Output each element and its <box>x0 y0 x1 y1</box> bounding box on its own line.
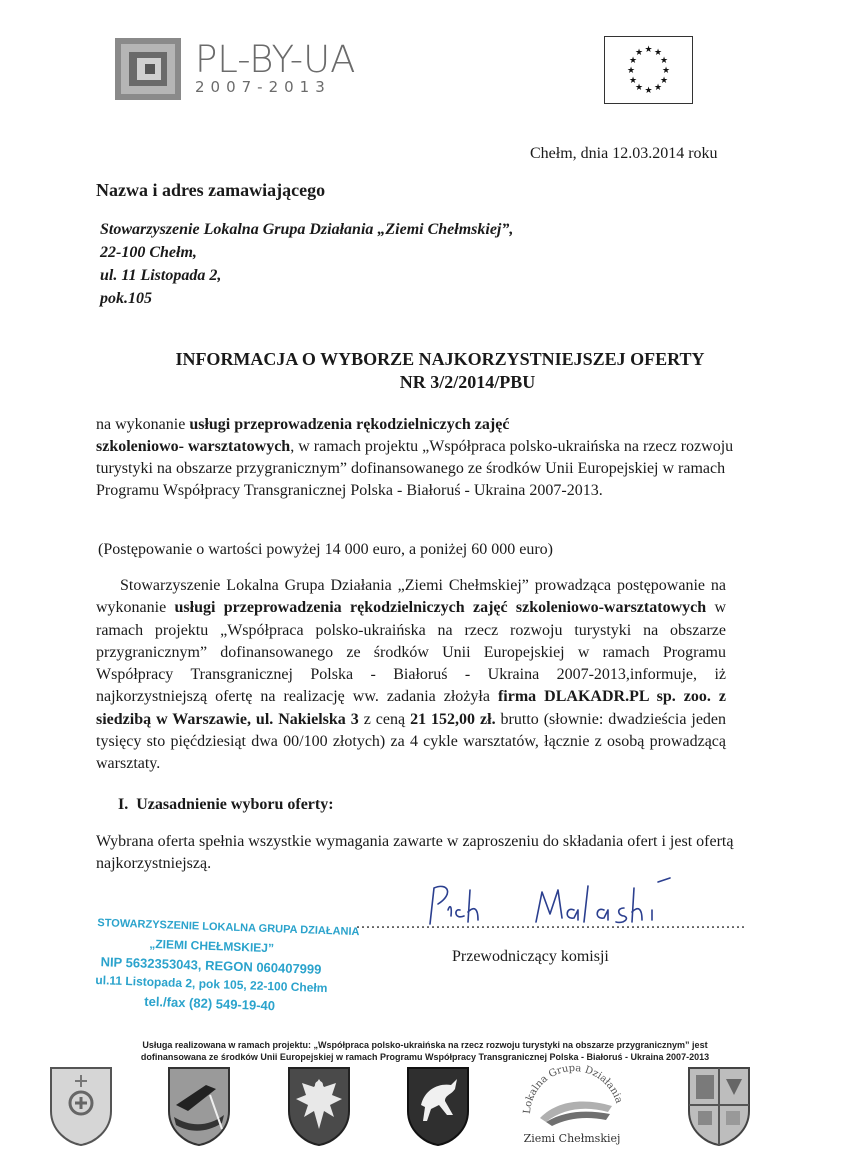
svg-text:★: ★ <box>628 76 638 86</box>
crest-icon <box>48 1065 114 1147</box>
svg-text:★: ★ <box>659 56 669 66</box>
svg-text:★: ★ <box>653 83 663 93</box>
intro-service-bold: szkoleniowo- warsztatowych <box>96 438 291 455</box>
stamp-line: ul.11 Listopada 2, pok 105, 22-100 Chełm <box>95 972 328 996</box>
body-bold: usługi przeprowadzenia rękodzielniczych zajęć szkoleniowo-warsztatowych <box>174 599 707 617</box>
section-title: Uzasadnienie wyboru oferty: <box>136 796 334 813</box>
procedure-note: (Postępowanie o wartości powyżej 14 000 euro, a poniżej 60 000 euro) <box>98 541 553 558</box>
stamp-line: STOWARZYSZENIE LOKALNA GRUPA DZIAŁANIA <box>97 917 360 939</box>
svg-text:★: ★ <box>626 66 636 76</box>
section-number: I. <box>118 796 129 813</box>
program-name: PL-BY-UA <box>195 38 356 81</box>
intro-prefix: na wykonanie <box>96 416 190 433</box>
organization-stamp <box>94 914 360 1017</box>
signature-line: .............................................................................. <box>356 915 746 932</box>
title-line-1: INFORMACJA O WYBORZE NAJKORZYSTNIEJSZEJ OFERTY <box>175 349 705 369</box>
svg-text:★: ★ <box>659 76 669 86</box>
main-paragraph <box>96 575 726 776</box>
handwritten-signature <box>418 876 678 936</box>
svg-text:★: ★ <box>653 48 663 58</box>
document-title <box>0 348 850 394</box>
svg-text:★: ★ <box>661 66 671 76</box>
svg-text:★: ★ <box>644 45 653 55</box>
lgd-arc-text: Lokalna Grupa Działania <box>521 1062 625 1115</box>
lgd-logo <box>516 1062 628 1150</box>
pl-by-ua-logo-icon <box>115 38 181 100</box>
footer-line: Usługa realizowana w ramach projektu: „Współpraca polsko-ukraińska na rzecz rozwoju turystyki na obszarze przygranicznym” jest <box>142 1040 708 1050</box>
footer-note <box>0 1039 850 1063</box>
body-text: w ramach projektu „Współpraca polsko-ukraińska na rzecz rozwoju turystyki na obszarze przygranicznym” dofinansowanego ze środków Unii Europejskiej w ramach Programu Współpracy Transgranicznej Polska - Białoruś - Ukraina 2007-2013,informuje, iż najkorzystniejszą ofertę na realizację ww. zadania złożyła <box>96 599 727 706</box>
section-1-text: Wybrana oferta spełnia wszystkie wymagania zawarte w zaproszeniu do składania ofert i jest ofertą najkorzystniejszą. <box>96 833 734 872</box>
address-line: pok.105 <box>100 290 152 307</box>
body-text: brutto (słownie: dwadzieścia jeden tysięcy sto pięćdziesiąt dwa 00/100 złotych) za 4 cykle warsztatów, łącznie z osobą prowadzącą warsztaty. <box>96 710 727 773</box>
intro-paragraph <box>96 414 736 502</box>
intro-service-bold: usługi przeprowadzenia rękodzielniczych zajęć <box>189 416 510 433</box>
eu-flag-icon <box>604 36 693 104</box>
boat-crest-icon <box>166 1065 232 1147</box>
body-text: Stowarzyszenie Lokalna Grupa Działania „Ziemi Chełmskiej” prowadząca postępowanie na wykonanie <box>96 577 726 617</box>
contracting-authority-address <box>100 218 513 310</box>
section-1-heading <box>118 796 334 814</box>
place-and-date: Chełm, dnia 12.03.2014 roku <box>530 145 718 162</box>
svg-text:★: ★ <box>634 83 644 93</box>
footer-line: dofinansowana ze środków Unii Europejskiej w ramach Programu Współpracy Transgranicznej Polska - Białoruś - Ukraina 2007-2013 <box>140 1052 710 1062</box>
stamp-line: tel./fax (82) 549-19-40 <box>144 993 276 1014</box>
signature-caption: Przewodniczący komisji <box>452 948 609 965</box>
contracting-authority-heading: Nazwa i adres zamawiającego <box>96 180 326 200</box>
address-line: Stowarzyszenie Lokalna Grupa Działania „Ziemi Chełmskiej”, <box>100 221 514 238</box>
horse-crest-icon <box>405 1065 471 1147</box>
svg-text:★: ★ <box>644 86 653 96</box>
lgd-name: Ziemi Chełmskiej <box>523 1132 621 1145</box>
program-logo-text <box>195 40 355 96</box>
address-line: ul. 11 Listopada 2, <box>100 267 222 284</box>
stamp-line: NIP 5632353043, REGON 060407999 <box>100 954 322 977</box>
arms-crest-icon <box>686 1065 752 1147</box>
eagle-crest-icon <box>286 1065 352 1147</box>
body-bold: 21 152,00 zł. <box>410 710 496 728</box>
svg-text:★: ★ <box>634 48 644 58</box>
svg-text:★: ★ <box>628 56 638 66</box>
address-line: 22-100 Chełm, <box>100 244 197 261</box>
title-line-2: NR 3/2/2014/PBU <box>399 372 536 392</box>
intro-rest: , w ramach projektu „Współpraca polsko-ukraińska na rzecz rozwoju turystyki na obszarze przygranicznym” dofinansowanego ze środków Unii Europejskiej w ramach Programu Współpracy Transgranicznej Polska - Białoruś - Ukraina 2007-2013. <box>96 438 734 499</box>
body-text: z ceną <box>358 710 411 728</box>
program-years: 2007-2013 <box>195 78 331 96</box>
stamp-line: „ZIEMI CHEŁMSKIEJ” <box>149 936 275 956</box>
body-bold: firma DLAKADR.PL sp. zoo. z siedzibą w Warszawie, ul. Nakielska 3 <box>96 688 727 728</box>
